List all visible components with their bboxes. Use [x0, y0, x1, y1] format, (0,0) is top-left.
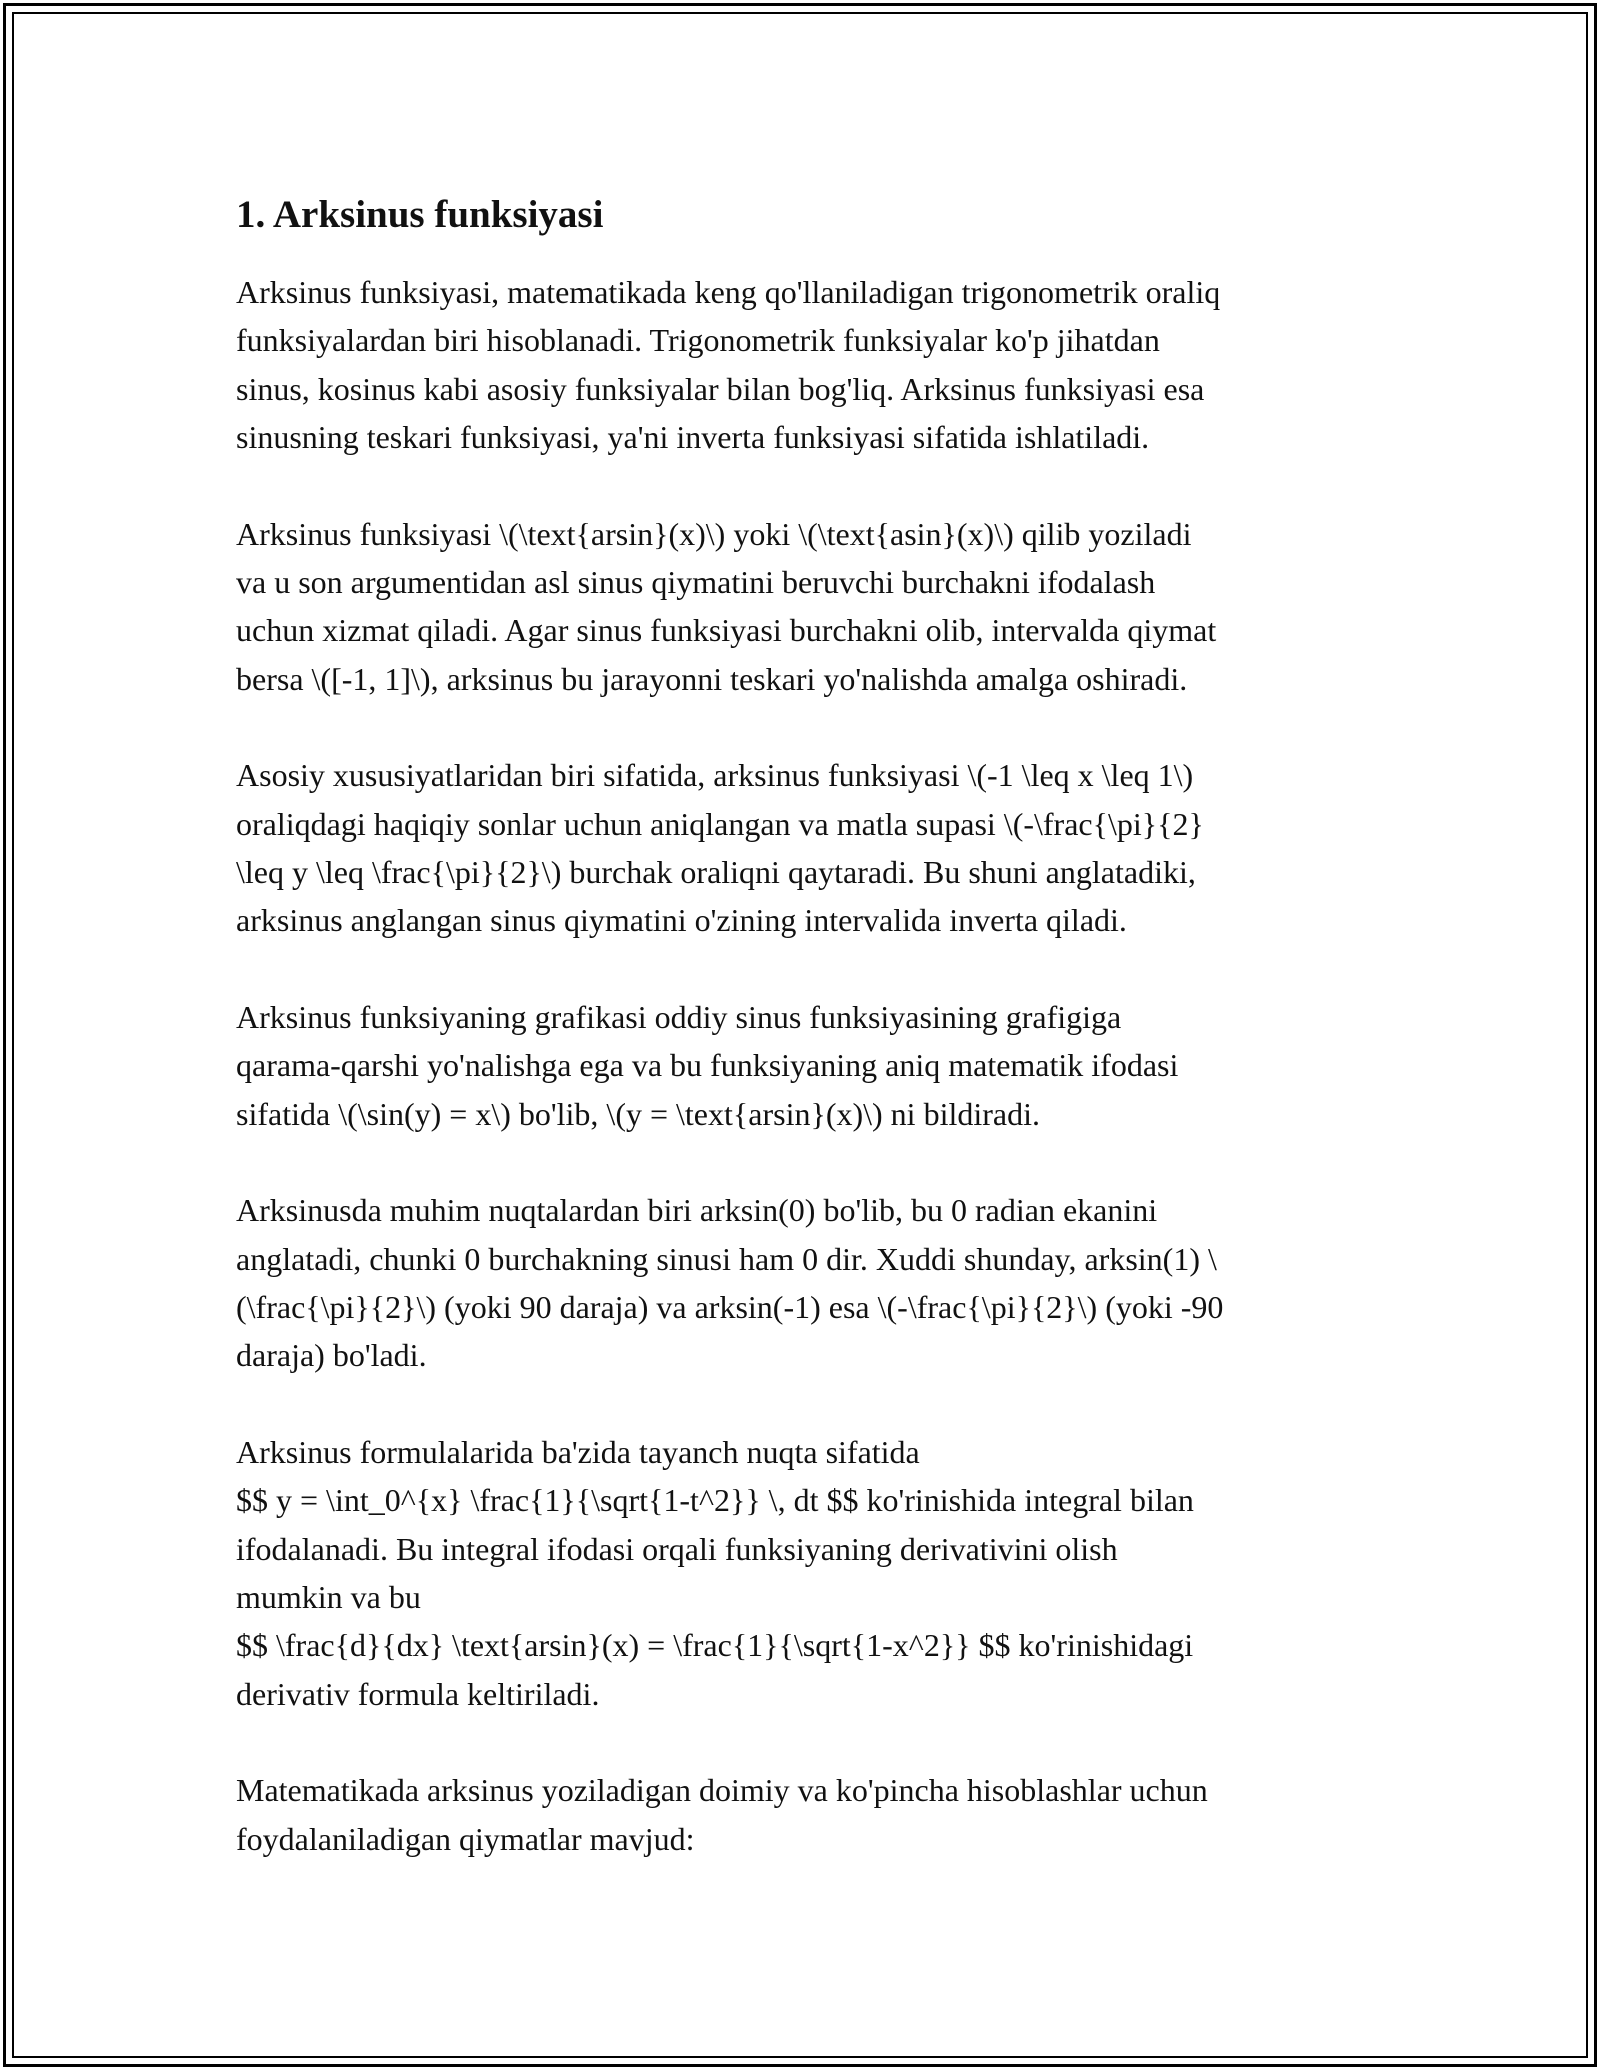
paragraph-key-points: Arksinusda muhim nuqtalardan biri arksin(0) bo'lib, bu 0 radian ekanini anglatadi, chunki 0 burchakning sinusi ham 0 dir. Xuddi shunday, arksin(1) \ (\frac{\pi}{2}\) (yoki 90 daraja) va arksin(-1) esa \(-\frac{\pi}{2}\) (yoki -90 daraja) bo'ladi.	[236, 1192, 1224, 1374]
section-heading: 1. Arksinus funksiyasi	[236, 193, 604, 236]
paragraph-domain-range: Asosiy xususiyatlaridan biri sifatida, arksinus funksiyasi \(-1 \leq x \leq 1\) oraliqdagi haqiqiy sonlar uchun aniqlangan va matla supasi \(-\frac{\pi}{2} \leq y \leq \frac{\pi}{2}\) burchak oraliqni qaytaradi. Bu shuni anglatadiki, arksinus anglangan sinus qiymatini o'zining intervalida inverta qiladi.	[236, 757, 1204, 939]
paragraph-notation: Arksinus funksiyasi \(\text{arsin}(x)\) yoki \(\text{asin}(x)\) qilib yoziladi va u son argumentidan asl sinus qiymatini beruvchi burchakni ifodalash uchun xizmat qiladi. Agar sinus funksiyasi burchakni olib, intervalda qiymat bersa \([-1, 1]\), arksinus bu jarayonni teskari yo'nalishda amalga oshiradi.	[236, 515, 1217, 697]
paragraph-graph: Arksinus funksiyaning grafikasi oddiy sinus funksiyasining grafigiga qarama-qarshi yo'nalishga ega va bu funksiyaning aniq matematik ifodasi sifatida \(\sin(y) = x\) bo'lib, \(y = \text{arsin}(x)\) ni bildiradi.	[236, 998, 1179, 1132]
paragraph-integral-derivative: Arksinus formulalarida ba'zida tayanch nuqta sifatida $$ y = \int_0^{x} \frac{1}{\sqrt{1-t^2}} \, dt $$ ko'rinishida integral bilan ifodalanadi. Bu integral ifodasi orqali funksiyaning derivativini olish mumkin va bu $$ \frac{d}{dx} \text{arsin}(x) = \frac{1}{\sqrt{1-x^2}} $$ ko'rinishidagi derivativ formula keltiriladi.	[236, 1433, 1194, 1712]
document-body	[236, 186, 1376, 1911]
paragraph-values-intro: Matematikada arksinus yoziladigan doimiy va ko'pincha hisoblashlar uchun foydalaniladigan qiymatlar mavjud:	[236, 1772, 1208, 1857]
paragraph-intro: Arksinus funksiyasi, matematikada keng qo'llaniladigan trigonometrik oraliq funksiyalardan biri hisoblanadi. Trigonometrik funksiyalar ko'p jihatdan sinus, kosinus kabi asosiy funksiyalar bilan bog'liq. Arksinus funksiyasi esa sinusning teskari funksiyasi, ya'ni inverta funksiyasi sifatida ishlatiladi.	[236, 274, 1221, 456]
